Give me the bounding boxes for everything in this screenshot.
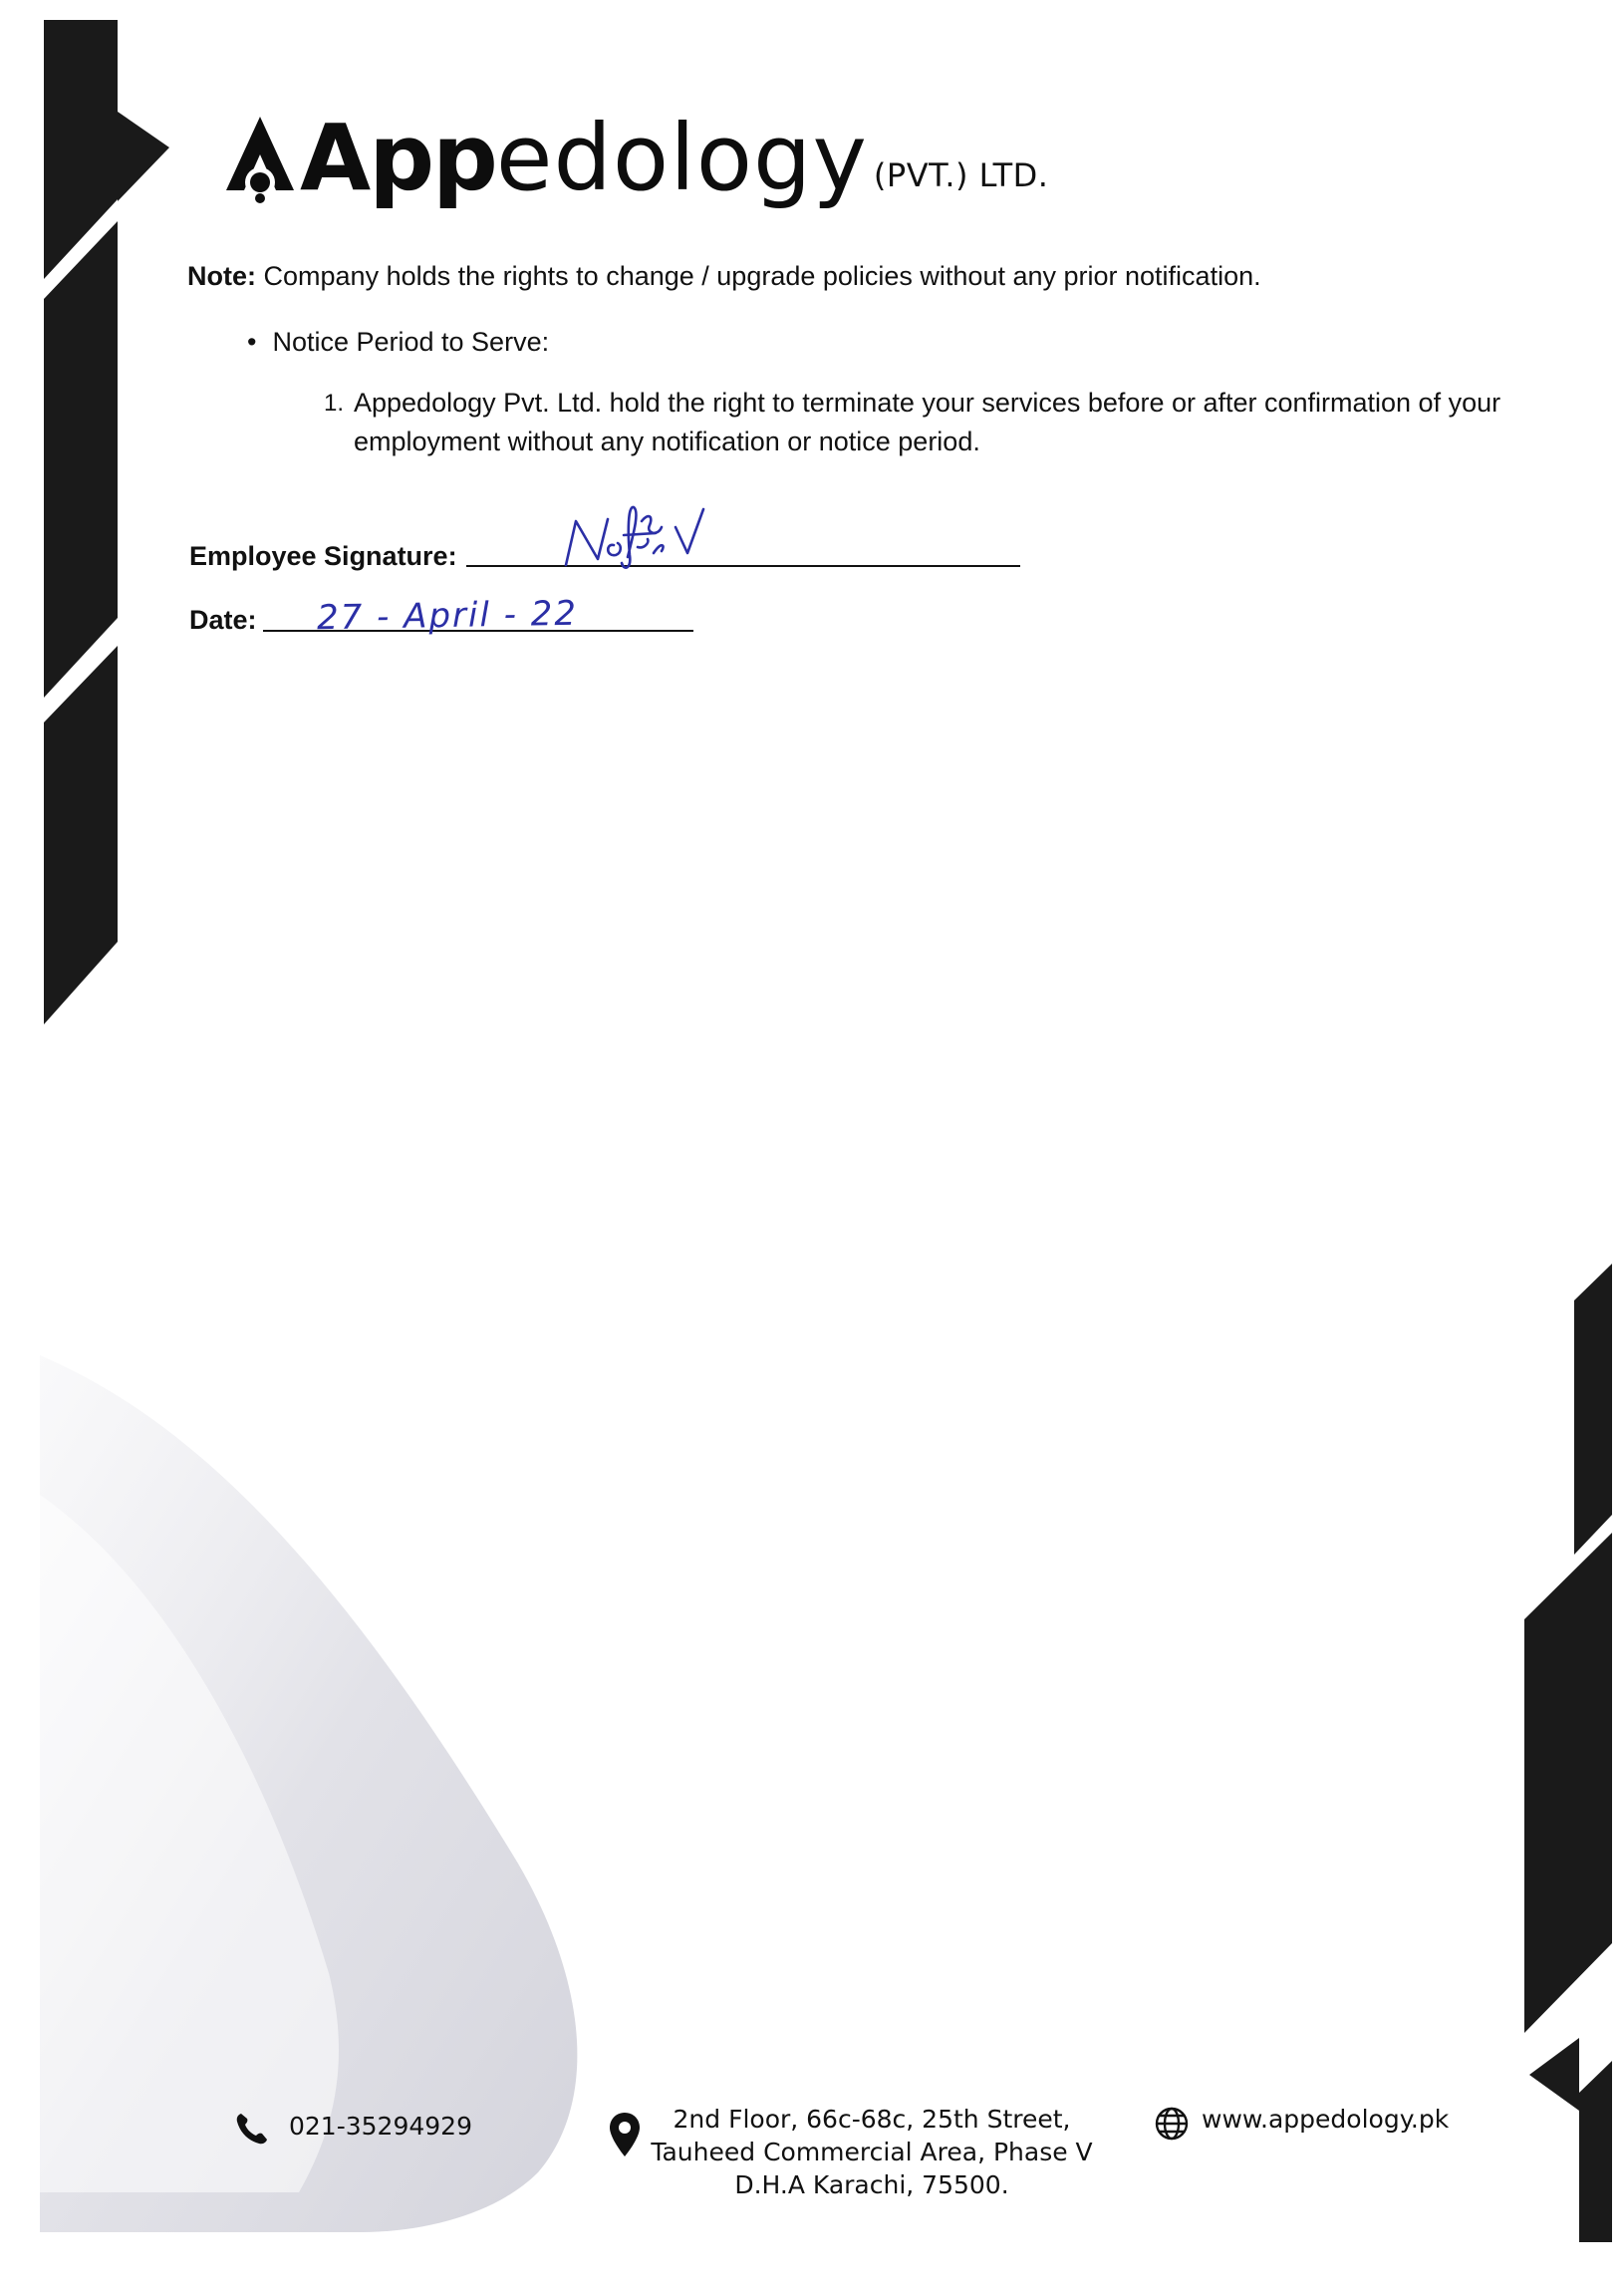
company-logo	[224, 95, 1049, 211]
address-line-3: D.H.A Karachi, 75500.	[734, 2170, 1009, 2199]
bullet-text: Notice Period to Serve:	[272, 327, 550, 357]
left-arrow	[118, 112, 169, 201]
address-line-1: 2nd Floor, 66c-68c, 25th Street,	[673, 2105, 1071, 2134]
numbered-item	[324, 384, 1509, 461]
left-bar-bottom	[44, 646, 118, 1024]
footer-phone: 021-35294929	[289, 2112, 472, 2141]
address-line-2: Tauheed Commercial Area, Phase V	[651, 2138, 1093, 2166]
handwritten-signature	[558, 493, 737, 573]
numbered-marker: 1.	[324, 390, 345, 417]
right-bar-bottom	[1579, 2061, 1612, 2242]
date-label: Date:	[189, 605, 257, 635]
right-bar-middle	[1524, 1533, 1612, 2033]
bullet-icon: •	[247, 327, 257, 357]
employee-signature-label: Employee Signature:	[189, 541, 457, 571]
logo-text-bold: App	[300, 105, 496, 211]
phone-icon	[234, 2111, 270, 2147]
logo-suffix: (PVT.) LTD.	[873, 156, 1049, 194]
footer-website[interactable]: www.appedology.pk	[1202, 2105, 1450, 2134]
note-text: Company holds the rights to change / upgrade policies without any prior notification.	[263, 261, 1261, 291]
right-bar-top	[1574, 1264, 1612, 1555]
handwritten-date: 27 - April - 22	[316, 593, 579, 639]
logo-a-icon	[224, 113, 296, 204]
policy-note	[187, 261, 1261, 292]
footer-address	[648, 2103, 1096, 2201]
right-arrow	[1529, 2038, 1579, 2111]
bullet-item	[247, 327, 549, 358]
numbered-text: Appedology Pvt. Ltd. hold the right to terminate your services before or after confirmation of your employment without any notification or notice period.	[354, 388, 1501, 456]
signature-line	[466, 565, 1020, 567]
logo-text-light: edology	[495, 105, 868, 211]
left-bar-middle	[44, 221, 118, 698]
location-pin-icon	[608, 2111, 642, 2158]
note-label: Note:	[187, 261, 256, 291]
globe-icon	[1154, 2106, 1190, 2142]
